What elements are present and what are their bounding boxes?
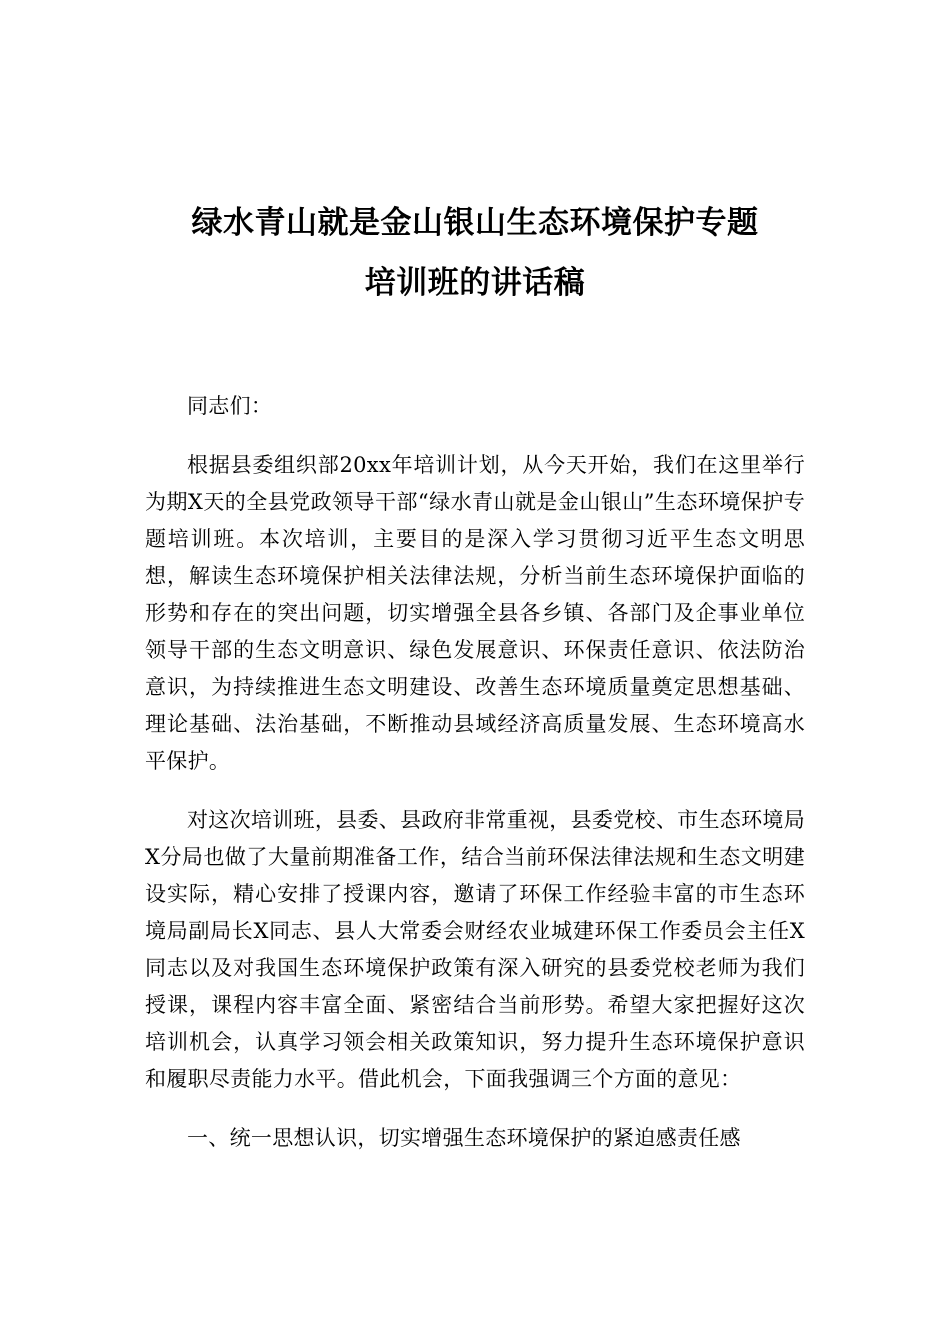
title-line-2: 培训班的讲话稿 (364, 264, 586, 301)
section-heading: 一、统一思想认识，切实增强生态环境保护的紧迫感责任感 (187, 1126, 741, 1150)
document-body (145, 388, 805, 1179)
title-line-1: 绿水青山就是金山银山生态环境保护专题 (191, 204, 759, 241)
salutation: 同志们： (187, 394, 273, 418)
paragraph-preparation: 对这次培训班，县委、县政府非常重视，县委党校、市生态环境局X分局也做了大量前期准备工作，结合当前环保法律法规和生态文明建设实际，精心安排了授课内容，邀请了环保工作经验丰富的市生态环境局副局长X同志、县人大常委会财经农业城建环保工作委员会主任X同志以及对我国生态环境保护政策有深入研究的县委党校老师为我们授课，课程内容丰富全面、紧密结合当前形势。希望大家把握好这次培训机会，认真学习领会相关政策知识，努力提升生态环境保护意识和履职尽责能力水平。借此机会，下面我强调三个方面的意见： (145, 808, 805, 1091)
document-title (140, 193, 810, 313)
paragraph-intro: 根据县委组织部20xx年培训计划，从今天开始，我们在这里举行为期X天的全县党政领导干部“绿水青山就是金山银山”生态环境保护专题培训班。本次培训，主要目的是深入学习贯彻习近平生态文明思想，解读生态环境保护相关法律法规，分析当前生态环境保护面临的形势和存在的突出问题，切实增强全县各乡镇、各部门及企事业单位领导干部的生态文明意识、绿色发展意识、环保责任意识、依法防治意识，为持续推进生态文明建设、改善生态环境质量奠定思想基础、理论基础、法治基础，不断推动县域经济高质量发展、生态环境高水平保护。 (145, 453, 805, 773)
